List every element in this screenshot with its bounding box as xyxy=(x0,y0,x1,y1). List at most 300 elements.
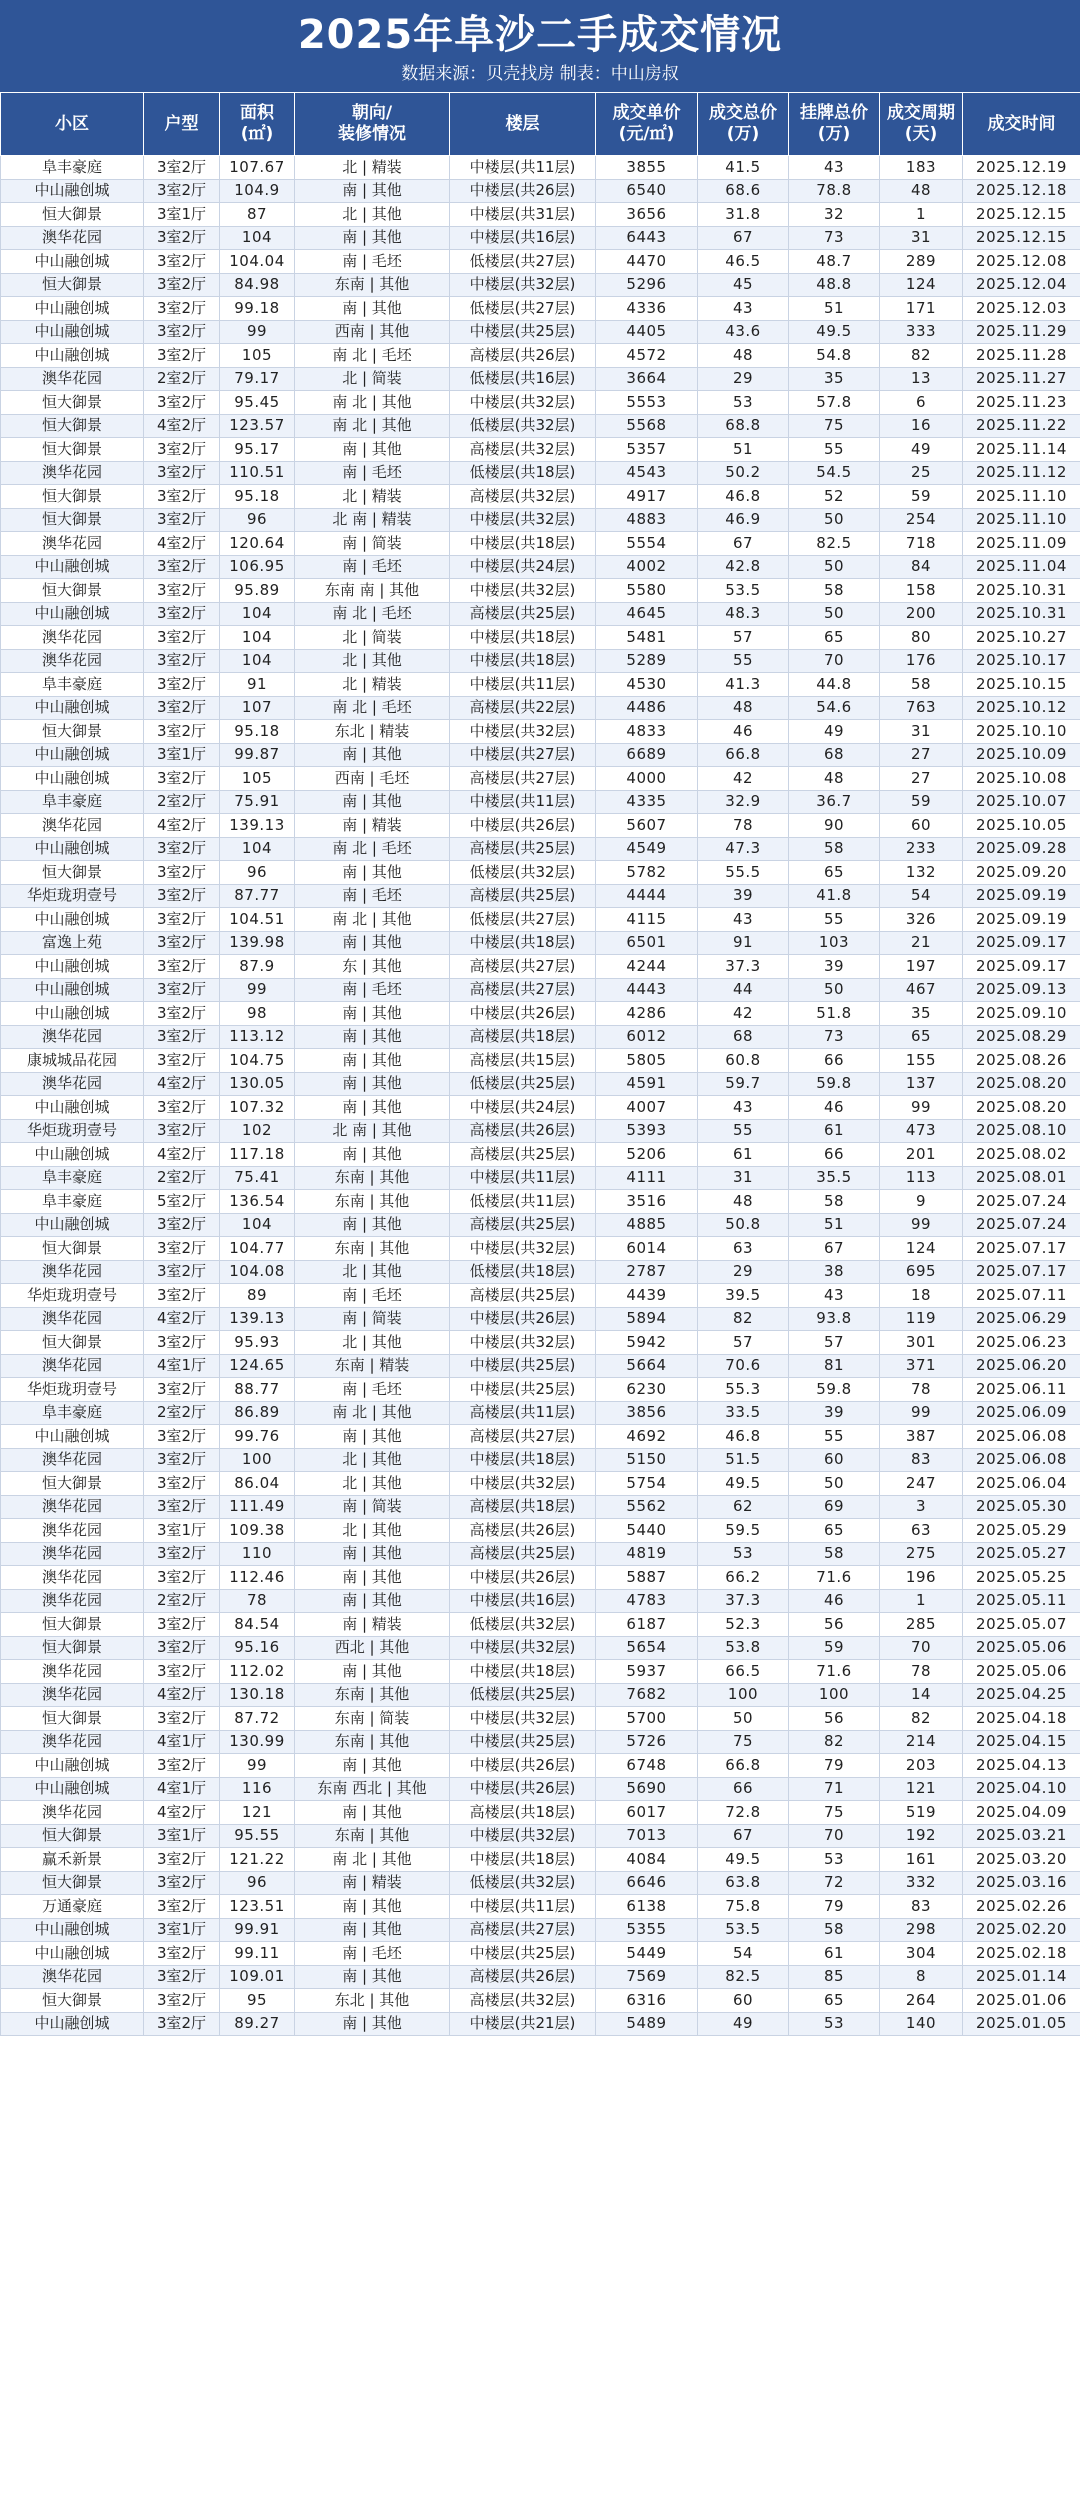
table-row xyxy=(1,1143,1080,1167)
cycle-days-cell: 59 xyxy=(880,485,963,509)
table-row xyxy=(1,226,1080,250)
deal-date-cell: 2025.11.12 xyxy=(963,461,1080,485)
area-cell: 106.95 xyxy=(220,555,295,579)
area-cell: 120.64 xyxy=(220,532,295,556)
table-row xyxy=(1,1542,1080,1566)
area-cell: 99.11 xyxy=(220,1942,295,1966)
table-row xyxy=(1,508,1080,532)
orientation-cell: 南 | 毛坯 xyxy=(295,250,450,274)
area-cell: 109.01 xyxy=(220,1965,295,1989)
listing-price-cell: 35 xyxy=(789,367,880,391)
floor-cell: 高楼层(共22层) xyxy=(450,696,596,720)
total-price-cell: 43 xyxy=(698,1096,789,1120)
community-cell: 澳华花园 xyxy=(1,1542,144,1566)
unit-price-cell: 4819 xyxy=(596,1542,698,1566)
listing-price-cell: 75 xyxy=(789,1801,880,1825)
floor-cell: 中楼层(共32层) xyxy=(450,1636,596,1660)
area-cell: 99.91 xyxy=(220,1918,295,1942)
layout-cell: 3室2厅 xyxy=(144,485,220,509)
area-cell: 112.46 xyxy=(220,1566,295,1590)
layout-cell: 3室2厅 xyxy=(144,461,220,485)
total-price-cell: 61 xyxy=(698,1143,789,1167)
floor-cell: 中楼层(共26层) xyxy=(450,1307,596,1331)
floor-cell: 中楼层(共11层) xyxy=(450,790,596,814)
floor-cell: 高楼层(共18层) xyxy=(450,1495,596,1519)
report-header xyxy=(0,0,1080,92)
floor-cell: 中楼层(共25层) xyxy=(450,1354,596,1378)
cycle-days-cell: 171 xyxy=(880,297,963,321)
layout-cell: 3室2厅 xyxy=(144,1848,220,1872)
deal-date-cell: 2025.10.07 xyxy=(963,790,1080,814)
community-cell: 澳华花园 xyxy=(1,1495,144,1519)
orientation-cell: 北 南 | 其他 xyxy=(295,1119,450,1143)
layout-cell: 3室2厅 xyxy=(144,297,220,321)
layout-cell: 3室2厅 xyxy=(144,1895,220,1919)
area-cell: 95.18 xyxy=(220,485,295,509)
layout-cell: 3室2厅 xyxy=(144,861,220,885)
cycle-days-cell: 247 xyxy=(880,1472,963,1496)
deal-date-cell: 2025.05.29 xyxy=(963,1519,1080,1543)
deal-date-cell: 2025.06.11 xyxy=(963,1378,1080,1402)
orientation-cell: 南 | 其他 xyxy=(295,1589,450,1613)
table-row xyxy=(1,1613,1080,1637)
unit-price-cell: 5289 xyxy=(596,649,698,673)
floor-cell: 中楼层(共18层) xyxy=(450,649,596,673)
deal-date-cell: 2025.10.09 xyxy=(963,743,1080,767)
total-price-cell: 49.5 xyxy=(698,1472,789,1496)
deal-date-cell: 2025.05.25 xyxy=(963,1566,1080,1590)
listing-price-cell: 59.8 xyxy=(789,1378,880,1402)
column-header: 成交时间 xyxy=(963,93,1080,156)
community-cell: 中山融创城 xyxy=(1,1777,144,1801)
total-price-cell: 63.8 xyxy=(698,1871,789,1895)
floor-cell: 高楼层(共26层) xyxy=(450,1119,596,1143)
layout-cell: 3室2厅 xyxy=(144,1636,220,1660)
listing-price-cell: 43 xyxy=(789,156,880,180)
listing-price-cell: 65 xyxy=(789,1519,880,1543)
deal-date-cell: 2025.03.21 xyxy=(963,1824,1080,1848)
unit-price-cell: 5894 xyxy=(596,1307,698,1331)
cycle-days-cell: 16 xyxy=(880,414,963,438)
listing-price-cell: 79 xyxy=(789,1895,880,1919)
orientation-cell: 南 | 其他 xyxy=(295,179,450,203)
orientation-cell: 西北 | 其他 xyxy=(295,1636,450,1660)
deal-date-cell: 2025.09.19 xyxy=(963,908,1080,932)
listing-price-cell: 65 xyxy=(789,861,880,885)
deal-date-cell: 2025.11.09 xyxy=(963,532,1080,556)
layout-cell: 4室1厅 xyxy=(144,1730,220,1754)
table-row xyxy=(1,1119,1080,1143)
listing-price-cell: 68 xyxy=(789,743,880,767)
listing-price-cell: 57.8 xyxy=(789,391,880,415)
table-row xyxy=(1,297,1080,321)
community-cell: 中山融创城 xyxy=(1,1143,144,1167)
orientation-cell: 南 | 精装 xyxy=(295,814,450,838)
layout-cell: 3室1厅 xyxy=(144,743,220,767)
floor-cell: 高楼层(共32层) xyxy=(450,438,596,462)
listing-price-cell: 59 xyxy=(789,1636,880,1660)
deal-date-cell: 2025.06.08 xyxy=(963,1425,1080,1449)
floor-cell: 中楼层(共18层) xyxy=(450,1660,596,1684)
deal-date-cell: 2025.12.18 xyxy=(963,179,1080,203)
community-cell: 阜丰豪庭 xyxy=(1,673,144,697)
orientation-cell: 东南 | 其他 xyxy=(295,1683,450,1707)
layout-cell: 3室1厅 xyxy=(144,1918,220,1942)
floor-cell: 中楼层(共25层) xyxy=(450,320,596,344)
total-price-cell: 55 xyxy=(698,649,789,673)
area-cell: 111.49 xyxy=(220,1495,295,1519)
layout-cell: 3室2厅 xyxy=(144,250,220,274)
deal-date-cell: 2025.10.12 xyxy=(963,696,1080,720)
community-cell: 中山融创城 xyxy=(1,743,144,767)
table-row xyxy=(1,461,1080,485)
unit-price-cell: 4917 xyxy=(596,485,698,509)
cycle-days-cell: 8 xyxy=(880,1965,963,1989)
orientation-cell: 南 | 其他 xyxy=(295,1072,450,1096)
table-row xyxy=(1,955,1080,979)
community-cell: 中山融创城 xyxy=(1,250,144,274)
unit-price-cell: 4486 xyxy=(596,696,698,720)
table-row xyxy=(1,978,1080,1002)
orientation-cell: 南 | 其他 xyxy=(295,1425,450,1449)
community-cell: 阜丰豪庭 xyxy=(1,1401,144,1425)
cycle-days-cell: 60 xyxy=(880,814,963,838)
orientation-cell: 南 | 毛坯 xyxy=(295,884,450,908)
cycle-days-cell: 387 xyxy=(880,1425,963,1449)
listing-price-cell: 58 xyxy=(789,837,880,861)
total-price-cell: 67 xyxy=(698,532,789,556)
table-row xyxy=(1,320,1080,344)
table-row xyxy=(1,555,1080,579)
area-cell: 121 xyxy=(220,1801,295,1825)
total-price-cell: 52.3 xyxy=(698,1613,789,1637)
table-row xyxy=(1,1213,1080,1237)
unit-price-cell: 6017 xyxy=(596,1801,698,1825)
unit-price-cell: 5782 xyxy=(596,861,698,885)
table-row xyxy=(1,2012,1080,2036)
listing-price-cell: 48.7 xyxy=(789,250,880,274)
unit-price-cell: 5568 xyxy=(596,414,698,438)
cycle-days-cell: 70 xyxy=(880,1636,963,1660)
area-cell: 123.57 xyxy=(220,414,295,438)
deal-date-cell: 2025.11.04 xyxy=(963,555,1080,579)
listing-price-cell: 32 xyxy=(789,203,880,227)
floor-cell: 中楼层(共25层) xyxy=(450,1730,596,1754)
layout-cell: 3室2厅 xyxy=(144,1425,220,1449)
floor-cell: 中楼层(共11层) xyxy=(450,673,596,697)
table-row xyxy=(1,1072,1080,1096)
orientation-cell: 南 | 毛坯 xyxy=(295,1942,450,1966)
community-cell: 澳华花园 xyxy=(1,1260,144,1284)
listing-price-cell: 35.5 xyxy=(789,1166,880,1190)
floor-cell: 低楼层(共27层) xyxy=(450,908,596,932)
layout-cell: 3室1厅 xyxy=(144,203,220,227)
listing-price-cell: 54.6 xyxy=(789,696,880,720)
deal-date-cell: 2025.06.23 xyxy=(963,1331,1080,1355)
layout-cell: 3室2厅 xyxy=(144,720,220,744)
cycle-days-cell: 14 xyxy=(880,1683,963,1707)
area-cell: 96 xyxy=(220,1871,295,1895)
total-price-cell: 43.6 xyxy=(698,320,789,344)
deal-date-cell: 2025.05.06 xyxy=(963,1636,1080,1660)
layout-cell: 3室2厅 xyxy=(144,931,220,955)
floor-cell: 低楼层(共32层) xyxy=(450,861,596,885)
total-price-cell: 43 xyxy=(698,908,789,932)
table-row xyxy=(1,1754,1080,1778)
layout-cell: 3室2厅 xyxy=(144,320,220,344)
area-cell: 109.38 xyxy=(220,1519,295,1543)
orientation-cell: 东南 | 精装 xyxy=(295,1354,450,1378)
listing-price-cell: 43 xyxy=(789,1284,880,1308)
community-cell: 澳华花园 xyxy=(1,1683,144,1707)
cycle-days-cell: 264 xyxy=(880,1989,963,2013)
floor-cell: 中楼层(共32层) xyxy=(450,1331,596,1355)
orientation-cell: 东南 | 简装 xyxy=(295,1707,450,1731)
listing-price-cell: 58 xyxy=(789,1918,880,1942)
cycle-days-cell: 1 xyxy=(880,203,963,227)
cycle-days-cell: 82 xyxy=(880,1707,963,1731)
layout-cell: 3室2厅 xyxy=(144,884,220,908)
floor-cell: 中楼层(共21层) xyxy=(450,2012,596,2036)
area-cell: 87 xyxy=(220,203,295,227)
cycle-days-cell: 285 xyxy=(880,1613,963,1637)
orientation-cell: 南 北 | 毛坯 xyxy=(295,344,450,368)
deal-date-cell: 2025.03.16 xyxy=(963,1871,1080,1895)
listing-price-cell: 66 xyxy=(789,1049,880,1073)
layout-cell: 3室2厅 xyxy=(144,1707,220,1731)
layout-cell: 3室2厅 xyxy=(144,508,220,532)
floor-cell: 低楼层(共27层) xyxy=(450,250,596,274)
community-cell: 澳华花园 xyxy=(1,1965,144,1989)
unit-price-cell: 4111 xyxy=(596,1166,698,1190)
community-cell: 恒大御景 xyxy=(1,1237,144,1261)
area-cell: 95.55 xyxy=(220,1824,295,1848)
table-row xyxy=(1,1495,1080,1519)
listing-price-cell: 69 xyxy=(789,1495,880,1519)
listing-price-cell: 50 xyxy=(789,1472,880,1496)
listing-price-cell: 73 xyxy=(789,1025,880,1049)
total-price-cell: 39 xyxy=(698,884,789,908)
deal-date-cell: 2025.12.15 xyxy=(963,203,1080,227)
area-cell: 104.77 xyxy=(220,1237,295,1261)
orientation-cell: 南 | 简装 xyxy=(295,1495,450,1519)
listing-price-cell: 72 xyxy=(789,1871,880,1895)
area-cell: 87.77 xyxy=(220,884,295,908)
cycle-days-cell: 371 xyxy=(880,1354,963,1378)
column-header: 成交周期 (天) xyxy=(880,93,963,156)
unit-price-cell: 5887 xyxy=(596,1566,698,1590)
listing-price-cell: 46 xyxy=(789,1096,880,1120)
area-cell: 99 xyxy=(220,320,295,344)
table-row xyxy=(1,1801,1080,1825)
table-row xyxy=(1,1378,1080,1402)
table-row xyxy=(1,532,1080,556)
orientation-cell: 南 | 其他 xyxy=(295,931,450,955)
orientation-cell: 南 北 | 毛坯 xyxy=(295,837,450,861)
area-cell: 136.54 xyxy=(220,1190,295,1214)
area-cell: 88.77 xyxy=(220,1378,295,1402)
column-header: 小区 xyxy=(1,93,144,156)
cycle-days-cell: 63 xyxy=(880,1519,963,1543)
total-price-cell: 46 xyxy=(698,720,789,744)
floor-cell: 低楼层(共16层) xyxy=(450,367,596,391)
area-cell: 95.89 xyxy=(220,579,295,603)
unit-price-cell: 5700 xyxy=(596,1707,698,1731)
area-cell: 130.99 xyxy=(220,1730,295,1754)
table-row xyxy=(1,1096,1080,1120)
floor-cell: 低楼层(共18层) xyxy=(450,1260,596,1284)
floor-cell: 低楼层(共27层) xyxy=(450,297,596,321)
total-price-cell: 55.3 xyxy=(698,1378,789,1402)
deal-date-cell: 2025.05.07 xyxy=(963,1613,1080,1637)
cycle-days-cell: 119 xyxy=(880,1307,963,1331)
deal-date-cell: 2025.11.23 xyxy=(963,391,1080,415)
cycle-days-cell: 25 xyxy=(880,461,963,485)
total-price-cell: 48 xyxy=(698,1190,789,1214)
table-row xyxy=(1,203,1080,227)
area-cell: 99 xyxy=(220,978,295,1002)
area-cell: 130.05 xyxy=(220,1072,295,1096)
deal-date-cell: 2025.11.22 xyxy=(963,414,1080,438)
listing-price-cell: 61 xyxy=(789,1942,880,1966)
layout-cell: 3室2厅 xyxy=(144,1448,220,1472)
column-header: 挂牌总价 (万) xyxy=(789,93,880,156)
listing-price-cell: 75 xyxy=(789,414,880,438)
orientation-cell: 北 南 | 精装 xyxy=(295,508,450,532)
listing-price-cell: 71.6 xyxy=(789,1566,880,1590)
orientation-cell: 北 | 其他 xyxy=(295,1519,450,1543)
unit-price-cell: 3856 xyxy=(596,1401,698,1425)
area-cell: 78 xyxy=(220,1589,295,1613)
cycle-days-cell: 54 xyxy=(880,884,963,908)
community-cell: 中山融创城 xyxy=(1,1096,144,1120)
layout-cell: 3室2厅 xyxy=(144,1542,220,1566)
floor-cell: 中楼层(共24层) xyxy=(450,1096,596,1120)
unit-price-cell: 4336 xyxy=(596,297,698,321)
community-cell: 澳华花园 xyxy=(1,1730,144,1754)
unit-price-cell: 5937 xyxy=(596,1660,698,1684)
orientation-cell: 南 | 其他 xyxy=(295,1895,450,1919)
community-cell: 恒大御景 xyxy=(1,1871,144,1895)
listing-price-cell: 50 xyxy=(789,508,880,532)
floor-cell: 中楼层(共26层) xyxy=(450,814,596,838)
table-row xyxy=(1,367,1080,391)
community-cell: 澳华花园 xyxy=(1,1519,144,1543)
layout-cell: 3室2厅 xyxy=(144,837,220,861)
community-cell: 澳华花园 xyxy=(1,1801,144,1825)
cycle-days-cell: 158 xyxy=(880,579,963,603)
area-cell: 95 xyxy=(220,1989,295,2013)
listing-price-cell: 54.5 xyxy=(789,461,880,485)
community-cell: 恒大御景 xyxy=(1,861,144,885)
total-price-cell: 46.9 xyxy=(698,508,789,532)
deal-date-cell: 2025.10.10 xyxy=(963,720,1080,744)
community-cell: 澳华花园 xyxy=(1,1660,144,1684)
floor-cell: 低楼层(共18层) xyxy=(450,461,596,485)
unit-price-cell: 3855 xyxy=(596,156,698,180)
floor-cell: 中楼层(共16层) xyxy=(450,1589,596,1613)
floor-cell: 高楼层(共27层) xyxy=(450,955,596,979)
floor-cell: 中楼层(共32层) xyxy=(450,1707,596,1731)
area-cell: 104 xyxy=(220,837,295,861)
unit-price-cell: 5690 xyxy=(596,1777,698,1801)
cycle-days-cell: 31 xyxy=(880,720,963,744)
orientation-cell: 南 | 其他 xyxy=(295,1096,450,1120)
layout-cell: 3室2厅 xyxy=(144,1260,220,1284)
listing-price-cell: 46 xyxy=(789,1589,880,1613)
layout-cell: 3室2厅 xyxy=(144,1002,220,1026)
floor-cell: 高楼层(共18层) xyxy=(450,1801,596,1825)
orientation-cell: 北 | 简装 xyxy=(295,626,450,650)
cycle-days-cell: 137 xyxy=(880,1072,963,1096)
area-cell: 104.51 xyxy=(220,908,295,932)
layout-cell: 3室2厅 xyxy=(144,1754,220,1778)
listing-price-cell: 70 xyxy=(789,649,880,673)
table-row xyxy=(1,1260,1080,1284)
unit-price-cell: 4783 xyxy=(596,1589,698,1613)
listing-price-cell: 50 xyxy=(789,602,880,626)
layout-cell: 3室1厅 xyxy=(144,1519,220,1543)
cycle-days-cell: 83 xyxy=(880,1895,963,1919)
unit-price-cell: 4885 xyxy=(596,1213,698,1237)
area-cell: 91 xyxy=(220,673,295,697)
table-row xyxy=(1,884,1080,908)
area-cell: 87.9 xyxy=(220,955,295,979)
cycle-days-cell: 176 xyxy=(880,649,963,673)
table-row xyxy=(1,1636,1080,1660)
deal-date-cell: 2025.08.26 xyxy=(963,1049,1080,1073)
floor-cell: 高楼层(共27层) xyxy=(450,978,596,1002)
floor-cell: 中楼层(共11层) xyxy=(450,156,596,180)
deal-date-cell: 2025.03.20 xyxy=(963,1848,1080,1872)
layout-cell: 3室2厅 xyxy=(144,1942,220,1966)
layout-cell: 2室2厅 xyxy=(144,790,220,814)
community-cell: 华炬珑玥壹号 xyxy=(1,884,144,908)
floor-cell: 中楼层(共24层) xyxy=(450,555,596,579)
community-cell: 阜丰豪庭 xyxy=(1,790,144,814)
floor-cell: 中楼层(共18层) xyxy=(450,626,596,650)
layout-cell: 3室2厅 xyxy=(144,226,220,250)
orientation-cell: 北 | 其他 xyxy=(295,1472,450,1496)
listing-price-cell: 78.8 xyxy=(789,179,880,203)
unit-price-cell: 5296 xyxy=(596,273,698,297)
layout-cell: 3室2厅 xyxy=(144,555,220,579)
layout-cell: 4室1厅 xyxy=(144,1777,220,1801)
total-price-cell: 78 xyxy=(698,814,789,838)
deal-date-cell: 2025.11.28 xyxy=(963,344,1080,368)
unit-price-cell: 6689 xyxy=(596,743,698,767)
table-row xyxy=(1,1190,1080,1214)
total-price-cell: 68.8 xyxy=(698,414,789,438)
cycle-days-cell: 80 xyxy=(880,626,963,650)
unit-price-cell: 5654 xyxy=(596,1636,698,1660)
floor-cell: 高楼层(共25层) xyxy=(450,602,596,626)
unit-price-cell: 4115 xyxy=(596,908,698,932)
column-header: 户型 xyxy=(144,93,220,156)
total-price-cell: 48.3 xyxy=(698,602,789,626)
community-cell: 恒大御景 xyxy=(1,579,144,603)
layout-cell: 3室2厅 xyxy=(144,649,220,673)
cycle-days-cell: 35 xyxy=(880,1002,963,1026)
listing-price-cell: 55 xyxy=(789,908,880,932)
layout-cell: 4室2厅 xyxy=(144,1307,220,1331)
deal-date-cell: 2025.07.17 xyxy=(963,1260,1080,1284)
community-cell: 赢禾新景 xyxy=(1,1848,144,1872)
deal-date-cell: 2025.04.25 xyxy=(963,1683,1080,1707)
listing-price-cell: 73 xyxy=(789,226,880,250)
table-row xyxy=(1,1848,1080,1872)
layout-cell: 3室2厅 xyxy=(144,1472,220,1496)
